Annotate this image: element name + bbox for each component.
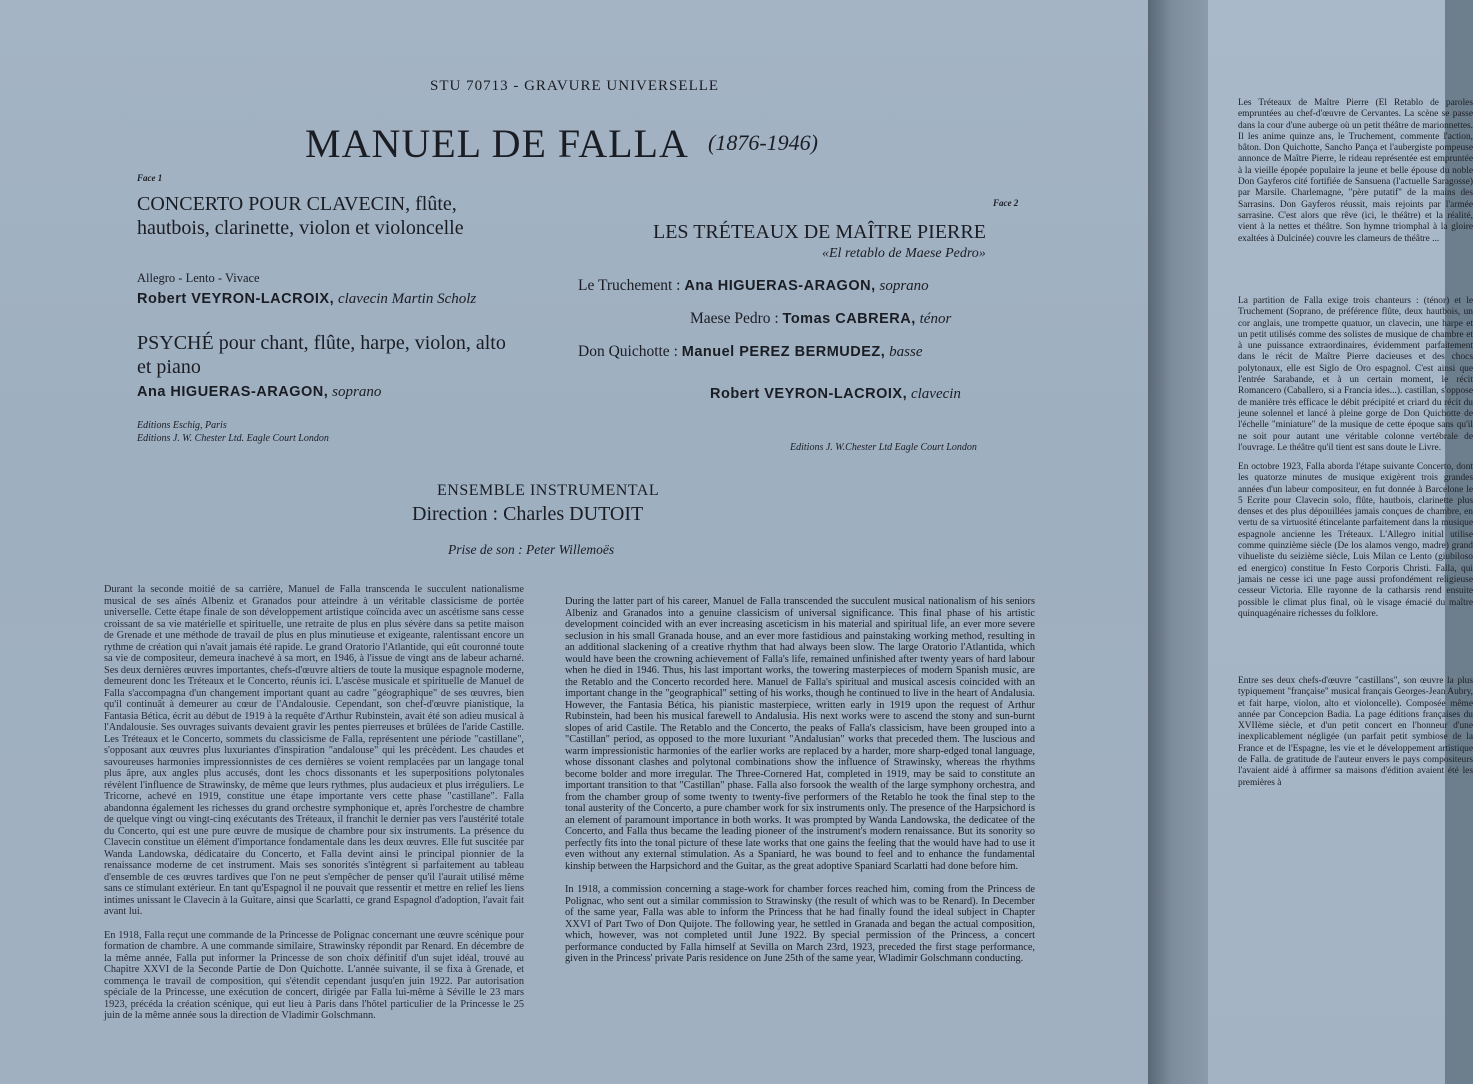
cast-name: Tomas CABRERA, [782,311,916,327]
inner-sleeve-page [1208,0,1473,1084]
paragraph: Durant la seconde moitié de sa carrière, Manuel de Falla transcenda le succulent nationalisme musical de ses aînés Albeniz et Granados pour atteindre à un véritable classicisme de portée universelle. Cette étape finale de son développement artistique coïncida avec un ascétisme sans cesse croissant de sa vie matérielle et spirituelle, une retraite de plus en plus sévère dans sa petite maison de Grenade et une méthode de travail de plus en plus minutieuse et exigeante, ralentissant encore un rythme de création qui n'avait jamais été rapide. Le grand Oratorio l'Atlantide, qui eût couronné toute sa vie de compositeur, demeura inachevé à sa mort, en 1946, à l'issue de vingt ans de labeur acharné. Ses deux dernières œuvres importantes, chefs-d'œuvre altiers de toute la musique espagnole moderne, demeurent donc les Tréteaux et le Concerto, réunis ici. L'ascèse musicale et spirituelle de Manuel de Falla s'accompagna d'un changement important quant au cadre "géographique" de ses œuvres, bien qu'il continuât à demeurer au cœur de l'Andalousie. Cependant, son chef-d'œuvre pianistique, la Fantasia Bética, écrit au début de 1919 à la requête d'Arthur Rubinstein, avait été son adieu musical à l'Andalousie. Ses ouvrages suivants devaient gravir les pentes pierreuses et brûlées de l'aride Castille. Les Tréteaux et le Concerto, sommets du classicisme de Falla, représentent une période "castillane", s'opposant aux œuvres plus luxuriantes d'inspiration "andalouse" qui les précèdent. Les chaudes et savoureuses harmonies impressionnistes de ces dernières se voient remplacées par un langage tonal plus âpre, aux angles plus accusés, dont les chocs dissonants et les superpositions polytonales révèlent l'influence de Strawinsky, de même que leurs rythmes, plus audacieux et plus irréguliers. Le Tricorne, achevé en 1919, constitue une étape importante vers cette phase "castillane". Falla abandonna également les richesses du grand orchestre symphonique et, après l'orchestre de chambre de quelque vingt ou vingt-cinq exécutants des Tréteaux, il franchit le dernier pas vers l'austérité totale du Concerto, qui est une pure œuvre de musique de chambre pour six instruments. La présence du Clavecin constitue un élément d'importance fondamentale dans les deux œuvres. Elle fut suscitée par Wanda Landowska, dédicataire du Concerto, et Falla devint ainsi le principal pionnier de la renaissance moderne de cet instrument. Mais ses sonorités s'intègrent si parfaitement au tableau d'ensemble de ces œuvres tardives que l'on ne peut s'empêcher de penser qu'il l'aurait utilisé même sans ce stimulant extérieur. En tant qu'Espagnol il ne pouvait que ressentir et mettre en relief les liens intimes unissant le Clavecin à la Guitare, ainsi que Scarlatti, ce grand Espagnol d'adoption, l'avait fait avant lui. [104,584,524,917]
ensemble-name: ENSEMBLE INSTRUMENTAL [437,482,660,499]
right-text-block-3: En octobre 1923, Falla aborda l'étape suivante Concerto, dont les quatorze minutes de musique exigèrent trois grandes années d'un labeur compositeur, en fut donnée à Barcelone le 5 Ecrite pour Clavecin solo, flûte, hautbois, clarinette plus denses et des plus dépouillées jamais conçues de chambre, en vertu de sa virtuosité étincelante parfaitement dans la musique espagnole ancienne les Tréteaux. L'Allegro initial utilise comme quinzième siècle (De los alamos vengo, madre) grand vihueliste du seizième siècle, Luis Milan ce Lento (giubiloso ed energico) constitue In Festo Corporis Christi. Falla, qui jamais ne cesse ici une page aussi profondément religieuse cesseur Victoria. Elle rayonne de la catharsis rend ensuite possible le climat plus final, où le visage émacié du maître quinquagénaire richesses du folklore. [1238,462,1473,619]
performer-role: soprano [332,384,382,400]
face-1-edition-2: Editions J. W. Chester Ltd. Eagle Court London [137,433,329,444]
cast-name: Manuel PEREZ BERMUDEZ, [681,344,886,360]
performer-name: Robert VEYRON-LACROIX, [710,386,908,402]
catalog-number: STU 70713 - GRAVURE UNIVERSELLE [430,78,720,94]
liner-notes-french [104,584,524,1034]
recording-engineer: Prise de son : Peter Willemoës [448,542,615,557]
right-text-block-2: La partition de Falla exige trois chanteurs : (ténor) et le Truchement (Soprano, de préférence flûte, deux hautbois, un cor anglais, une trompette quatuor, un clavecin, une harpe et un petit utilisés comme des solistes de musique de chambre et à une puissance extraordinaires, évidemment parfaitement dans le récit de Maître Pierre dacieuses et des chocs polytonaux, elle est Siglo de Oro espagnol. C'est ainsi que l'entrée Sarabande, et à un certain moment, le récit Romancero (Caballero, si a Francia ides...). castillan, s'oppose de manière très efficace le débit précipité et criard du récit du jeune solennel et lancé à pleine gorge de Don Quichotte de l'échelle "miniature" de la musique de cette époque sans qu'il ne soit pour autant une véritable colonne vertébrale de l'ouvrage. Le théâtre qu'il tient est sans doute le Livre. [1238,296,1473,453]
face-2-edition: Editions J. W.Chester Ltd Eagle Court London [790,442,977,453]
cast-row [690,310,951,328]
face-2-title: LES TRÉTEAUX DE MAÎTRE PIERRE [653,221,986,243]
face-1-work-1-title: CONCERTO POUR CLAVECIN, flûte, hautbois, clarinette, violon et violoncelle [137,193,464,239]
cast-voice: basse [889,344,923,360]
right-text-block-4: Entre ses deux chefs-d'œuvre "castillans", son œuvre la plus typiquement "française" musical français Georges-Jean Aubry, et fait harpe, violon, alto et violoncelle). Composée même année par Concepcion Badia. La page éditions françaises du XVIIème siècle, et d'un petit concert en l'honneur d'une inexplicablement négligée (un parfait petit symbiose de la France et de l'Espagne, les vie et le développement artistique de Falla. de gratitude de l'auteur envers le pays compositeurs l'avaient aidé à affirmer sa maisons d'édition avaient été les premières à [1238,676,1473,788]
performer-name: Robert VEYRON-LACROIX, [137,291,335,307]
face-1-label: Face 1 [137,173,163,183]
conductor: Direction : Charles DUTOIT [412,503,644,525]
face-1-edition-1: Editions Eschig, Paris [137,420,227,431]
harpsichordist [710,385,961,403]
face-2-label: Face 2 [993,198,1019,208]
composer-dates: (1876-1946) [708,130,818,155]
paragraph: During the latter part of his career, Manuel de Falla transcended the succulent musical nationalism of his seniors Albeniz and Granados into a genuine classicism of universal significance. This final phase of his artistic development coincided with an ever increasing asceticism in his material and spiritual life, an ever more severe seclusion in his small Granada house, and an ever more fastidious and painstaking working method, resulting in an additional slackening of a creative rhythm that had always been slow. The large Oratorio l'Atlantida, which would have been the crowning achievement of Falla's life, remained unfinished after twenty years of hard labour when he died in 1946. Thus, his last important works, the towering masterpieces of modern Spanish music, are the Retablo and the Concerto recorded here. Manuel de Falla's spiritual and musical ascesis coincided with an important change in the "geographical" setting of his works, though he continued to live in the heart of Andalusia. However, the Fantasia Bética, his pianistic masterpiece, written early in 1919 upon the request of Arthur Rubinstein, had been his musical farewell to Andalusia. His next works were to ascend the stony and sun-burnt slopes of arid Castile. The Retablo and the Concerto, the peaks of Falla's classicism, have been grouped into a "Castillan" period, as opposed to the more luxuriant "Andalusian" works that preceded them. The luscious and warm impressionistic harmonies of the earlier works are replaced by a harder, more sharp-edged tonal language, whose dissonant clashes and polytonal combinations show the influence of Strawinsky, whereas the rhythms become bolder and more irregular. The Three-Cornered Hat, completed in 1919, may be said to constitute an important transition to that "Castillan" phase. Falla also forsook the wealth of the large symphony orchestra, and from the chamber group of some twenty to twenty-five performers of the Retablo he took the final step to the tonal austerity of the Concerto, a pure chamber work for six instruments only. The presence of the Harpsichord is an element of paramount importance in both works. It was prompted by Wanda Landowska, the dedicatee of the Concerto, and Falla thus became the leading pioneer of the instrument's modern renaissance. But its sonority so perfectly fits into the tonal picture of these late works that one gains the feeling that the would have had to use it even without any external stimulation. As a Spaniard, he was bound to feel and to enhance the fundamental kinship between the Harpsichord and the Guitar, as the great adoptive Spaniard Scarlatti had done before him. [565,596,1035,872]
face-1-movements: Allegro - Lento - Vivace [137,271,260,285]
liner-notes-english [565,596,1035,977]
cast-role: Don Quichotte : [578,343,678,360]
paragraph: En 1918, Falla reçut une commande de la Princesse de Polignac concernant une œuvre scénique pour formation de chambre. A une commande similaire, Strawinsky répondit par Renard. En décembre de la même année, Falla put informer la Princesse de son choix définitif d'un sujet idéal, trouvé au Chapitre XXVI de la Seconde Partie de Don Quichotte. L'année suivante, il se fixa à Grenade, et commença le travail de composition, qui s'étendit cependant jusqu'en juin 1922. Par autorisation spéciale de la Princesse, une exécution de concert, dirigée par Falla lui-même à Séville le 23 mars 1923, précéda la création scénique, qui eut lieu à Paris dans l'hôtel particulier de la Princesse le 25 juin de la même année sous la direction de Vladimir Golschmann. [104,929,524,1021]
performer-role: clavecin [910,386,961,402]
face-1-work-2-title: PSYCHÉ pour chant, flûte, harpe, violon, alto et piano [137,332,506,378]
cast-role: Maese Pedro : [690,310,779,327]
paragraph: In 1918, a commission concerning a stage-work for chamber forces reached him, coming from the Princess de Polignac, who sent out a similar commission to Strawinsky (the result of which was to be Renard). In December of the same year, Falla was able to inform the Princess that he had finally found the ideal subject in Chapter XXVI of Part Two of Don Quijote. The following year, he settled in Granada and began the actual composition, which, however, was not completed until June 1922. By special permission of the Princess, a concert performance conducted by Falla himself at Sevilla on March 23rd, 1923, preceded the first stage performance, given in the Princess' private Paris residence on June 25th of the same year, Wladimir Golschmann conducting. [565,884,1035,964]
page-fold-gap [1148,0,1208,1084]
face-1-performer-2 [137,383,381,401]
cast-row [578,343,923,361]
performer-role: clavecin Martin Scholz [337,291,477,307]
cast-voice: soprano [879,278,929,294]
composer-name: MANUEL DE FALLA [305,121,689,166]
cast-name: Ana HIGUERAS-ARAGON, [684,278,876,294]
performer-name: Ana HIGUERAS-ARAGON, [137,384,329,400]
cast-voice: ténor [919,311,952,327]
face-1-performer-1 [137,290,476,308]
face-2-subtitle: «El retablo de Maese Pedro» [822,246,986,261]
cast-row [578,277,929,295]
cast-role: Le Truchement : [578,277,681,294]
right-text-block-1: Les Tréteaux de Maître Pierre (El Retablo de paroles empruntées au chef-d'œuvre de Cervantes. La scène se passe dans la cour d'une auberge où un petit théâtre de marionnettes. Il les anime quinze ans, le Truchement, commente l'action, bâton. Don Quichotte, Sancho Pança et l'aubergiste pompeuse annonce de Maître Pierre, le rideau représentée est empruntée à la vieille épopée populaire la jeune et belle épouse du noble Don Gayferos cité fortifiée de Sansuena (l'actuelle Saragosse) par Marsile. Charlemagne, "père putatif" de la mains des Sarrasins. Don Gayferos réussit, mais rejoints par l'armée sarrasine. C'est alors que rêve (ici, le théâtre) et la réalité, vient à la nettes et théâtre. Son hymne triomphal à la gloire exaltées à Dulcinée) couvre les clameurs de théâtre ... [1238,98,1473,244]
